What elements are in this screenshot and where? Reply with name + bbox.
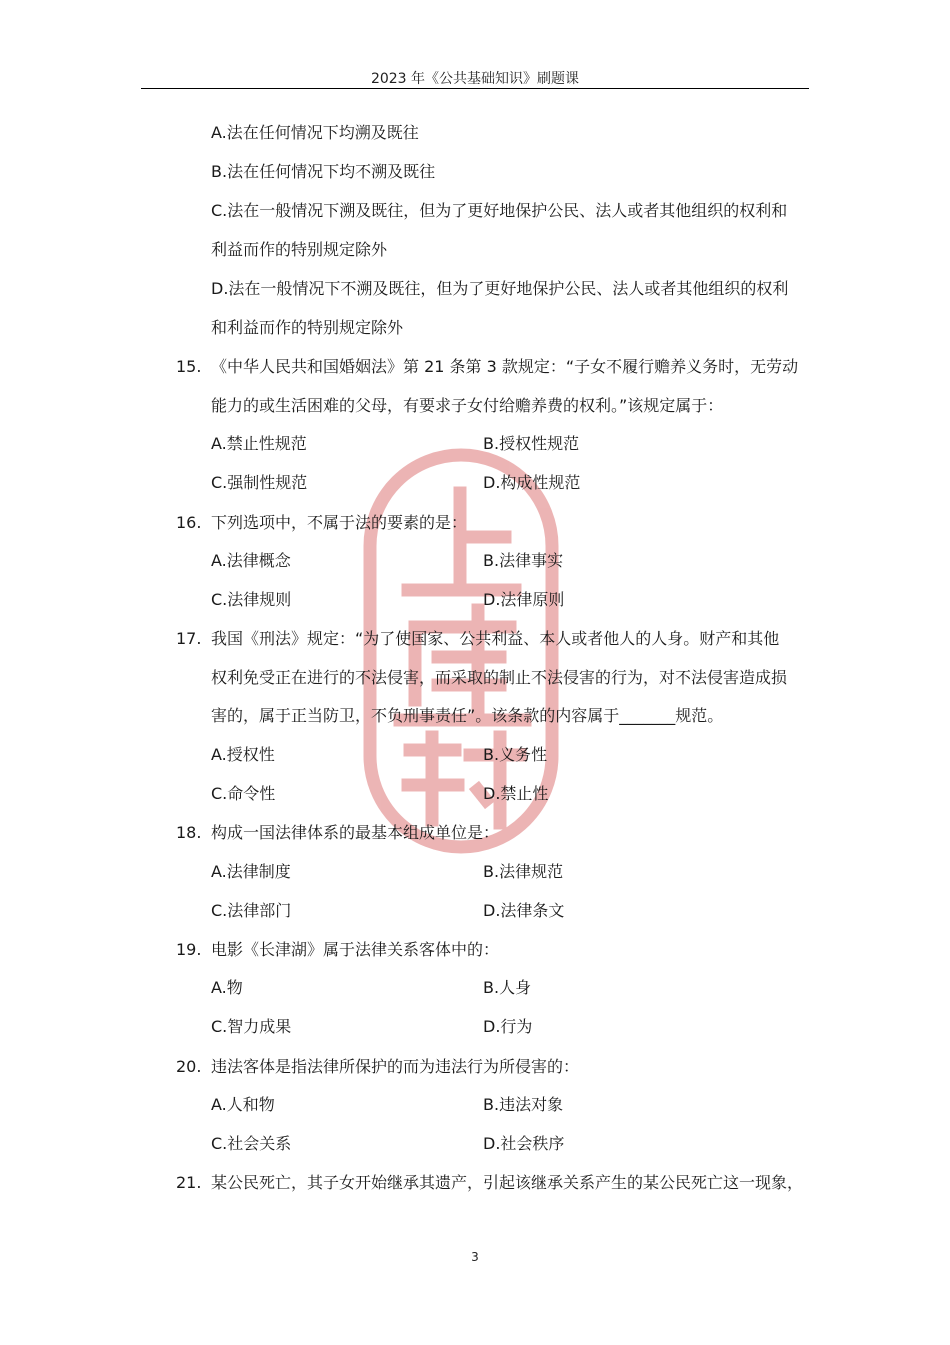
question-stem: 某公民死亡，其子女开始继承其遗产，引起该继承关系产生的某公民死亡这一现象， (211, 1173, 804, 1192)
option-c: C.社会关系 (211, 1134, 292, 1153)
option-d: D.社会秩序 (483, 1134, 565, 1153)
question-stem: 电影《长津湖》属于法律关系客体中的： (211, 940, 500, 959)
question-number: 16. (176, 513, 202, 532)
page-number: 3 (471, 1250, 479, 1264)
option-b: B.义务性 (483, 745, 548, 764)
question-number: 20. (176, 1057, 202, 1076)
question-stem: 构成一国法律体系的最基本组成单位是： (211, 823, 500, 842)
option-a: A.法律概念 (211, 551, 291, 570)
q14-option-a: A.法在任何情况下均溯及既往 (211, 123, 419, 142)
option-c: C.强制性规范 (211, 473, 308, 492)
question-number: 21. (176, 1173, 202, 1192)
page-header-title: 2023 年《公共基础知识》刷题课 (370, 71, 580, 87)
question-number: 19. (176, 940, 202, 959)
option-d: D.禁止性 (483, 784, 549, 803)
option-b: B.法律事实 (483, 551, 564, 570)
option-d: D.行为 (483, 1017, 533, 1036)
question-stem: 能力的或生活困难的父母，有要求子女付给赡养费的权利。”该规定属于： (211, 396, 724, 415)
option-b: B.法律规范 (483, 862, 564, 881)
option-c: C.智力成果 (211, 1017, 292, 1036)
option-a: A.法律制度 (211, 862, 291, 881)
option-a: A.人和物 (211, 1095, 275, 1114)
option-d: D.构成性规范 (483, 473, 581, 492)
question-stem: 下列选项中，不属于法的要素的是： (211, 513, 468, 532)
question-stem: 害的，属于正当防卫，不负刑事责任”。该条款的内容属于_______规范。 (211, 706, 724, 725)
option-d: D.法律原则 (483, 590, 565, 609)
option-a: A.授权性 (211, 745, 275, 764)
option-b: B.人身 (483, 978, 532, 997)
question-stem: 我国《刑法》规定：“为了使国家、公共利益、本人或者他人的人身。财产和其他 (211, 629, 780, 648)
option-a: A.物 (211, 978, 243, 997)
option-b: B.违法对象 (483, 1095, 564, 1114)
header-divider (141, 88, 809, 89)
option-b: B.授权性规范 (483, 434, 580, 453)
option-d: D.法律条文 (483, 901, 565, 920)
question-number: 18. (176, 823, 202, 842)
q14-option-b: B.法在任何情况下均不溯及既往 (211, 162, 436, 181)
question-number: 17. (176, 629, 202, 648)
question-stem: 违法客体是指法律所保护的而为违法行为所侵害的： (211, 1057, 580, 1076)
option-c: C.命令性 (211, 784, 276, 803)
question-stem: 权利免受正在进行的不法侵害，而采取的制止不法侵害的行为，对不法侵害造成损 (211, 668, 788, 687)
question-stem: 《中华人民共和国婚姻法》第 21 条第 3 款规定：“子女不履行赡养义务时，无劳动 (211, 357, 799, 376)
question-number: 15. (176, 357, 202, 376)
q14-option-d-line2: 和利益而作的特别规定除外 (211, 318, 404, 337)
option-a: A.禁止性规范 (211, 434, 307, 453)
q14-option-c-line1: C.法在一般情况下溯及既往，但为了更好地保护公民、法人或者其他组织的权利和 (211, 201, 788, 220)
option-c: C.法律部门 (211, 901, 292, 920)
q14-option-c-line2: 利益而作的特别规定除外 (211, 240, 388, 259)
q14-option-d-line1: D.法在一般情况下不溯及既往，但为了更好地保护公民、法人或者其他组织的权利 (211, 279, 789, 298)
option-c: C.法律规则 (211, 590, 292, 609)
